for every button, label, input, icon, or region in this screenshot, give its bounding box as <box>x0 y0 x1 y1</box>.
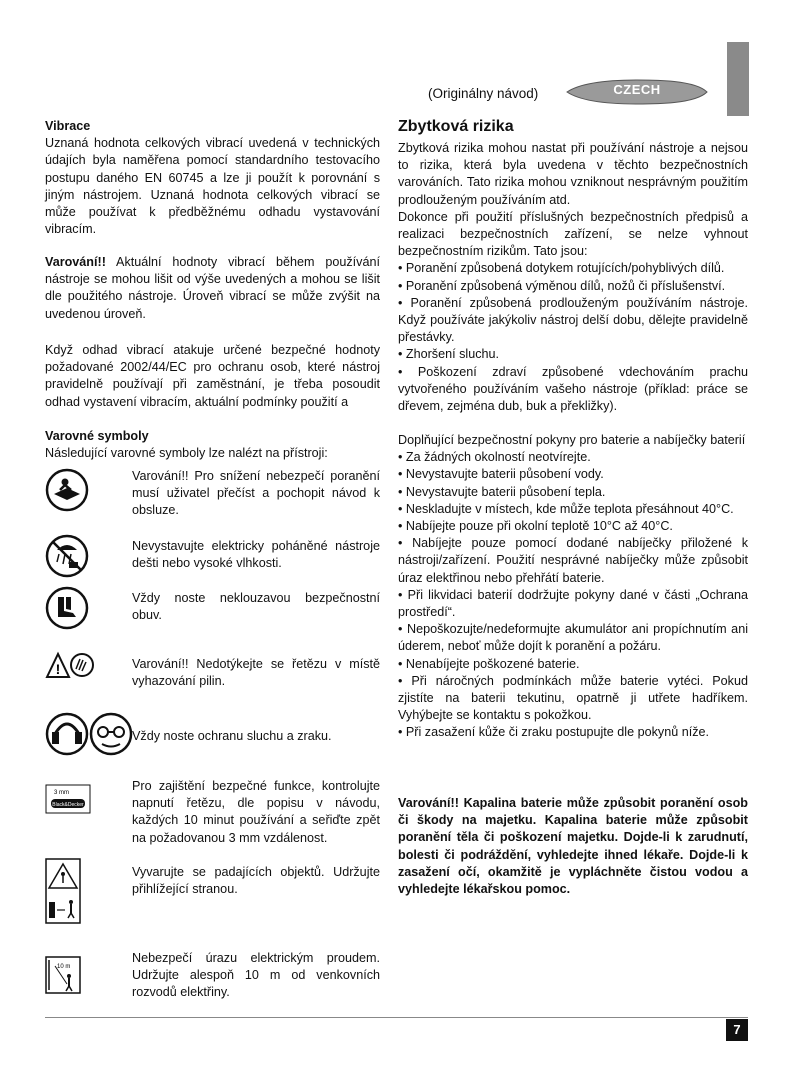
footer-rule <box>45 1017 748 1018</box>
chain-tension-brand: Black&Decker <box>52 802 84 808</box>
directive-paragraph <box>45 342 380 411</box>
symbol-text: Varování!! Pro snížení nebezpečí poranění musí uživatel přečíst a pochopit návod k obsluze. <box>132 469 380 518</box>
side-tab-marker <box>727 42 749 116</box>
list-item: • Nevystavujte baterii působení vody. <box>398 467 604 482</box>
symbol-row <box>45 650 380 694</box>
battery-warning-text: Varování!! Kapalina baterie může způsobit poranění osob či škody na majetku. Kapalina baterie může způsobit poranění těla či poškození majetku. Dojde-li k zarudnutí, bolesti či podráždění, vyhledejte ihned lékaře. Dojde-li k zasažení očí, okamžitě je vypláchněte čistou vodou a vyhledejte lékařskou pomoc. <box>398 796 748 897</box>
svg-text:!: ! <box>55 661 61 677</box>
symbol-text: Vždy noste neklouzavou bezpečnostní obuv. <box>132 591 380 623</box>
list-item: • Nabíjejte pouze při okolní teplotě 10°C až 40°C. <box>398 519 673 534</box>
chain-tension-icon <box>45 784 91 814</box>
symbol-row <box>45 950 380 1010</box>
symbols-intro: Následující varovné symboly lze nalézt na přístroji: <box>45 446 328 461</box>
warning-text: Aktuální hodnoty vibrací během používání nástroje se mohou lišit od výše uvedených a mohou se lišit dle použitého nástroje. Úroveň vibrací se může zvýšit na uvedenou úroveň. <box>45 255 380 321</box>
battery-warning <box>398 795 748 898</box>
list-item: • Při likvidaci baterií dodržujte pokyny dané v části „Ochrana prostředí“. <box>398 587 748 620</box>
symbol-row <box>45 534 380 584</box>
electric-distance-label: 10 m <box>57 964 71 970</box>
symbol-text: Pro zajištění bezpečné funkce, kontrolujte napnutí řetězu, dle popisu v návodu, každých 10 minut používání a seřiďte zpět na požadovanou 3 mm vzdálenost. <box>132 779 380 845</box>
symbol-row <box>45 858 380 928</box>
chain-warning-icon <box>45 650 95 680</box>
vibration-heading: Vibrace <box>45 119 91 133</box>
chain-tension-label: 3 mm <box>54 790 69 796</box>
list-item: • Za žádných okolností neotvírejte. <box>398 450 591 465</box>
safety-boots-icon <box>45 586 89 630</box>
symbol-row <box>45 778 380 848</box>
vibration-text: Uznaná hodnota celkových vibrací uvedená v technických údajích byla naměřena pomocí standardního testovacího postupu daného EN 60745 a lze ji použít k porovnání s jiným nástrojem. Uznaná hodnota celkových vibrací se může používat k předběžnému odhadu vystavování vibracím. <box>45 136 380 237</box>
residual-heading: Zbytková rizika <box>398 118 514 135</box>
list-item: • Poranění způsobená prodlouženým používáním nástroje. Když používáte jakýkoliv nástroj delší dobu, dělejte pravidelně přestávky. <box>398 295 748 345</box>
ear-eye-protection-icon <box>45 712 133 756</box>
list-item: • Nevystavujte baterii působení tepla. <box>398 484 606 499</box>
original-manual-label: (Originálny návod) <box>428 86 539 101</box>
list-item: • Nepoškozujte/nedeformujte akumulátor ani propíchnutím ani úderem, neboť může dojít k poranění a požáru. <box>398 622 748 654</box>
falling-objects-icon <box>45 858 81 924</box>
list-item: • Neskladujte v místech, kde může teplota přesáhnout 40°C. <box>398 501 734 516</box>
symbol-row <box>45 468 380 528</box>
list-item: • Nenabíjejte poškozené baterie. <box>398 656 580 671</box>
symbol-row <box>45 712 380 756</box>
list-item: • Poranění způsobená výměnou dílů, nožů či příslušenství. <box>398 278 726 293</box>
battery-section <box>398 432 748 742</box>
residual-bullets <box>398 260 748 415</box>
list-item: • Poranění způsobená dotykem rotujících/pohyblivých dílů. <box>398 261 725 276</box>
battery-intro: Doplňující bezpečnostní pokyny pro baterie a nabíječky baterií <box>398 433 746 447</box>
no-rain-icon <box>45 534 89 578</box>
warning-label: Varování!! <box>45 255 106 269</box>
residual-risks-section <box>398 118 748 415</box>
list-item: • Nabíjejte pouze pomocí dodané nabíječky přiložené k nástroji/zařízení. Použití nesprávné nabíječky může způsobit úraz elektřinou nebo přehřátí baterie. <box>398 536 748 585</box>
symbol-text: Vyvarujte se padajících objektů. Udržujte přihlížející stranou. <box>132 865 380 897</box>
symbols-header <box>45 428 380 462</box>
list-item: • Zhoršení sluchu. <box>398 347 500 362</box>
list-item: • Poškození zdraví způsobené vdechováním prachu vytvořeného používáním vašeho nástroje (příklad: práce se dřevem, zejména dub, buk a překližky). <box>398 364 748 414</box>
residual-p2: Dokonce při použití příslušných bezpečnostních předpisů a realizaci bezpečnostních zařízení, se nelze vyhnout bezpečnostním rizikům. Tato jsou: <box>398 209 748 259</box>
vibration-section <box>45 118 380 238</box>
electric-lines-icon <box>45 956 81 994</box>
battery-bullets <box>398 449 748 741</box>
symbol-text: Nebezpečí úrazu elektrickým proudem. Udržujte alespoň 10 m od venkovních rozvodů elektřiny. <box>132 951 380 1000</box>
symbol-text: Varování!! Nedotýkejte se řetězu v místě vyhazování pilin. <box>132 657 380 689</box>
symbol-text: Vždy noste ochranu sluchu a zraku. <box>132 729 332 743</box>
directive-text: Když odhad vibrací atakuje určené bezpečné hodnoty požadované 2002/44/EC pro ochranu osob, které nástroj pravidelně používají při zaměstnání, je třeba posoudit odhad vystavení vibracím, aktuální podmínky použití a <box>45 343 380 409</box>
list-item: • Při náročných podmínkách může baterie vytéci. Pokud zjistíte na baterii tekutinu, opatrně ji utřete hadříkem. Vyhýbejte se kontaktu s pokožkou. <box>398 673 748 723</box>
page-number: 7 <box>726 1019 748 1041</box>
symbol-text: Nevystavujte elektricky poháněné nástroje dešti nebo vysoké vlhkosti. <box>132 539 380 571</box>
language-badge: CZECH <box>613 82 661 97</box>
vibration-warning <box>45 254 380 323</box>
symbols-heading: Varovné symboly <box>45 429 149 443</box>
symbol-row <box>45 586 380 634</box>
list-item: • Při zasažení kůže či zraku postupujte dle pokynů níže. <box>398 725 710 740</box>
read-manual-icon <box>45 468 89 512</box>
residual-p1: Zbytková rizika mohou nastat při používání nástroje a nejsou to rizika, která byla uvedena v těchto bezpečnostních varováních. Tato rizika mohou vzniknout nesprávným použitím prodlouženým používáním atd. <box>398 141 748 207</box>
